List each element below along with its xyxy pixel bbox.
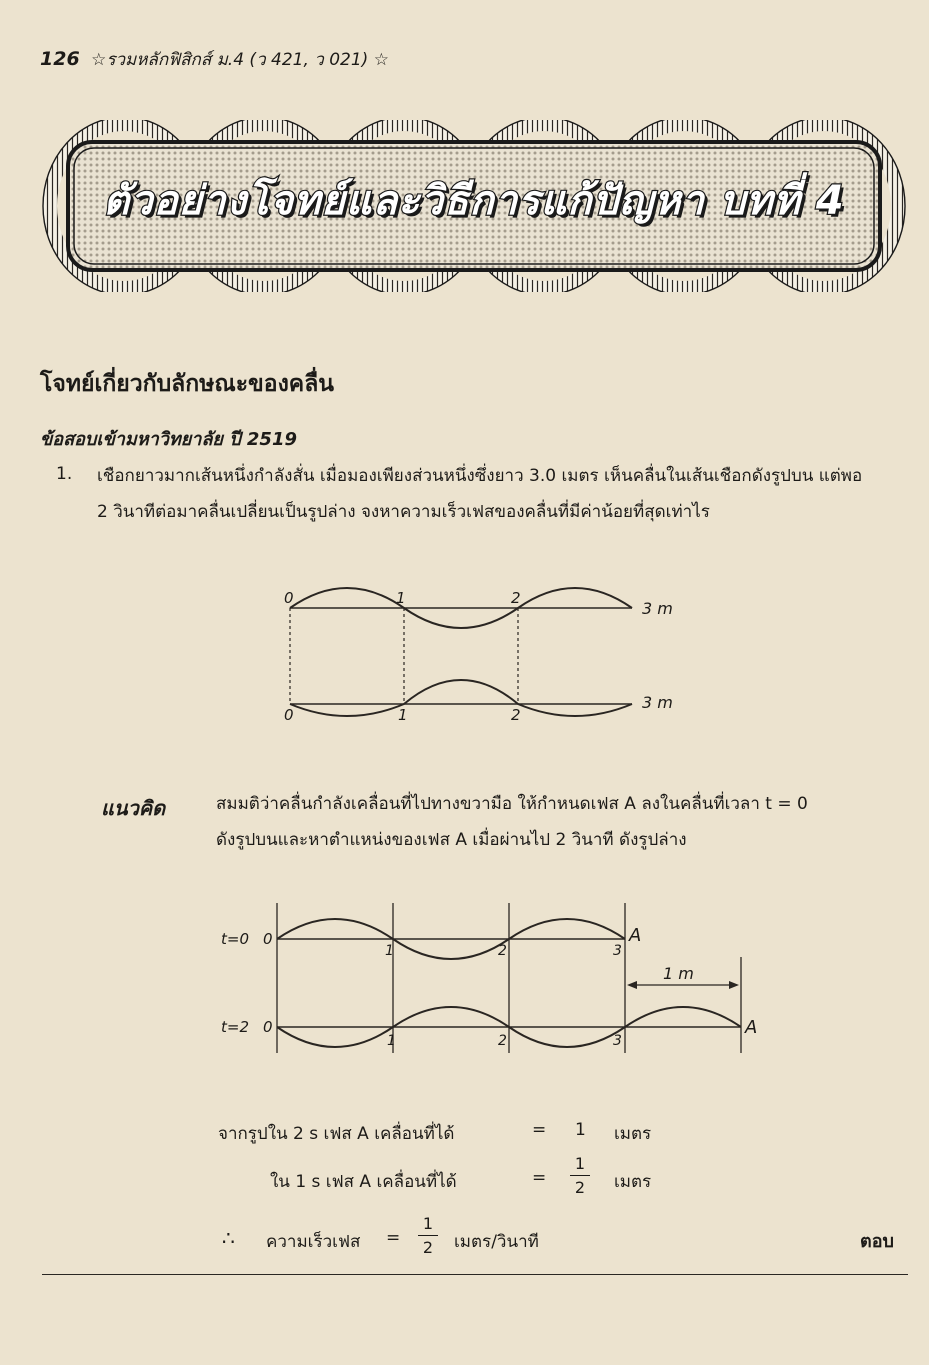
time-label-t0: t=0 <box>221 930 249 948</box>
length-label-top: 3 m <box>642 599 673 618</box>
tick-t2-1: 1 <box>387 1033 396 1049</box>
tick-t0-2: 2 <box>498 943 507 959</box>
tick-label-bottom-1: 1 <box>398 706 408 724</box>
solution-row-2-unit: เมตร <box>614 1172 652 1192</box>
origin-label-t2: 0 <box>263 1018 273 1036</box>
origin-label-t0: 0 <box>263 930 273 948</box>
book-title: ☆รวมหลักฟิสิกส์ ม.4 (ว 421, ว 021) ☆ <box>91 50 389 70</box>
solution-row-1-equals: = <box>532 1120 547 1140</box>
arrow-head-right <box>729 981 739 989</box>
section-title: โจทย์เกี่ยวกับลักษณะของคลื่น <box>40 371 335 397</box>
tick-t0-1: 1 <box>385 943 394 959</box>
question-number: 1. <box>56 464 73 484</box>
length-label-bottom: 3 m <box>642 693 673 712</box>
bottom-rule <box>42 1274 908 1275</box>
page-number: 126 <box>40 48 80 70</box>
solution-row-1-value: 1 <box>575 1120 586 1140</box>
tick-t2-2: 2 <box>498 1033 507 1049</box>
arrow-head-left <box>627 981 637 989</box>
solution-row-2-fraction <box>570 1154 590 1197</box>
wave-bottom <box>290 680 632 716</box>
banner-title: ตัวอย่างโจทย์และวิธีการแก้ปัญหา บทที่ 4 <box>103 178 845 224</box>
tick-label-top-2: 2 <box>511 589 521 607</box>
page-header <box>40 46 389 73</box>
tick-label-bottom-0: 0 <box>284 706 294 724</box>
wave-figure-question <box>270 570 690 730</box>
solution-row-1-text: จากรูปใน 2 s เฟส A เคลื่อนที่ได้ <box>218 1124 455 1144</box>
tick-label-top-0: 0 <box>284 589 294 607</box>
solution-row-2-text: ใน 1 s เฟส A เคลื่อนที่ได้ <box>270 1172 457 1192</box>
question-text-line-2: 2 วินาทีต่อมาคลื่นเปลี่ยนเป็นรูปล่าง จงหาความเร็วเฟสของคลื่นที่มีค่าน้อยที่สุดเท่าไร <box>97 502 710 522</box>
fraction-denominator: 2 <box>574 1178 586 1197</box>
solution-row-3-unit: เมตร/วินาที <box>454 1232 539 1252</box>
solution-row-3-fraction <box>418 1214 438 1257</box>
solution-row-3-equals: = <box>386 1228 401 1248</box>
approach-label: แนวคิด <box>101 796 166 820</box>
fraction-numerator: 1 <box>418 1214 438 1236</box>
distance-label: 1 m <box>663 964 694 983</box>
tick-label-top-1: 1 <box>396 589 406 607</box>
time-label-t2: t=2 <box>221 1018 249 1036</box>
phase-label-t0: A <box>629 925 642 946</box>
therefore-symbol: ∴ <box>222 1226 235 1250</box>
approach-text-line-2: ดังรูปบนและหาตำแหน่งของเฟส A เมื่อผ่านไป 2 วินาที ดังรูปล่าง <box>216 830 687 850</box>
question-text-line-1: เชือกยาวมากเส้นหนึ่งกำลังสั่น เมื่อมองเพียงส่วนหนึ่งซึ่งยาว 3.0 เมตร เห็นคลื่นในเส้นเชือกดังรูปบน แต่พอ <box>97 466 863 486</box>
answer-marker: ตอบ <box>860 1231 894 1252</box>
phase-label-t2: A <box>745 1017 758 1038</box>
tick-t0-3: 3 <box>613 943 622 959</box>
fraction-denominator: 2 <box>422 1238 434 1257</box>
wave-figure-solution <box>215 895 775 1065</box>
tick-label-bottom-2: 2 <box>511 706 521 724</box>
approach-text-line-1: สมมติว่าคลื่นกำลังเคลื่อนที่ไปทางขวามือ ให้กำหนดเฟส A ลงในคลื่นที่เวลา t = 0 <box>216 794 808 814</box>
solution-row-1-unit: เมตร <box>614 1124 652 1144</box>
tick-t2-3: 3 <box>613 1033 622 1049</box>
solution-row-2-equals: = <box>532 1168 547 1188</box>
exam-source: ข้อสอบเข้ามหาวิทยาลัย ปี 2519 <box>40 429 298 450</box>
chapter-banner <box>40 120 908 292</box>
solution-row-3-text: ความเร็วเฟส <box>266 1232 361 1252</box>
fraction-numerator: 1 <box>570 1154 590 1176</box>
